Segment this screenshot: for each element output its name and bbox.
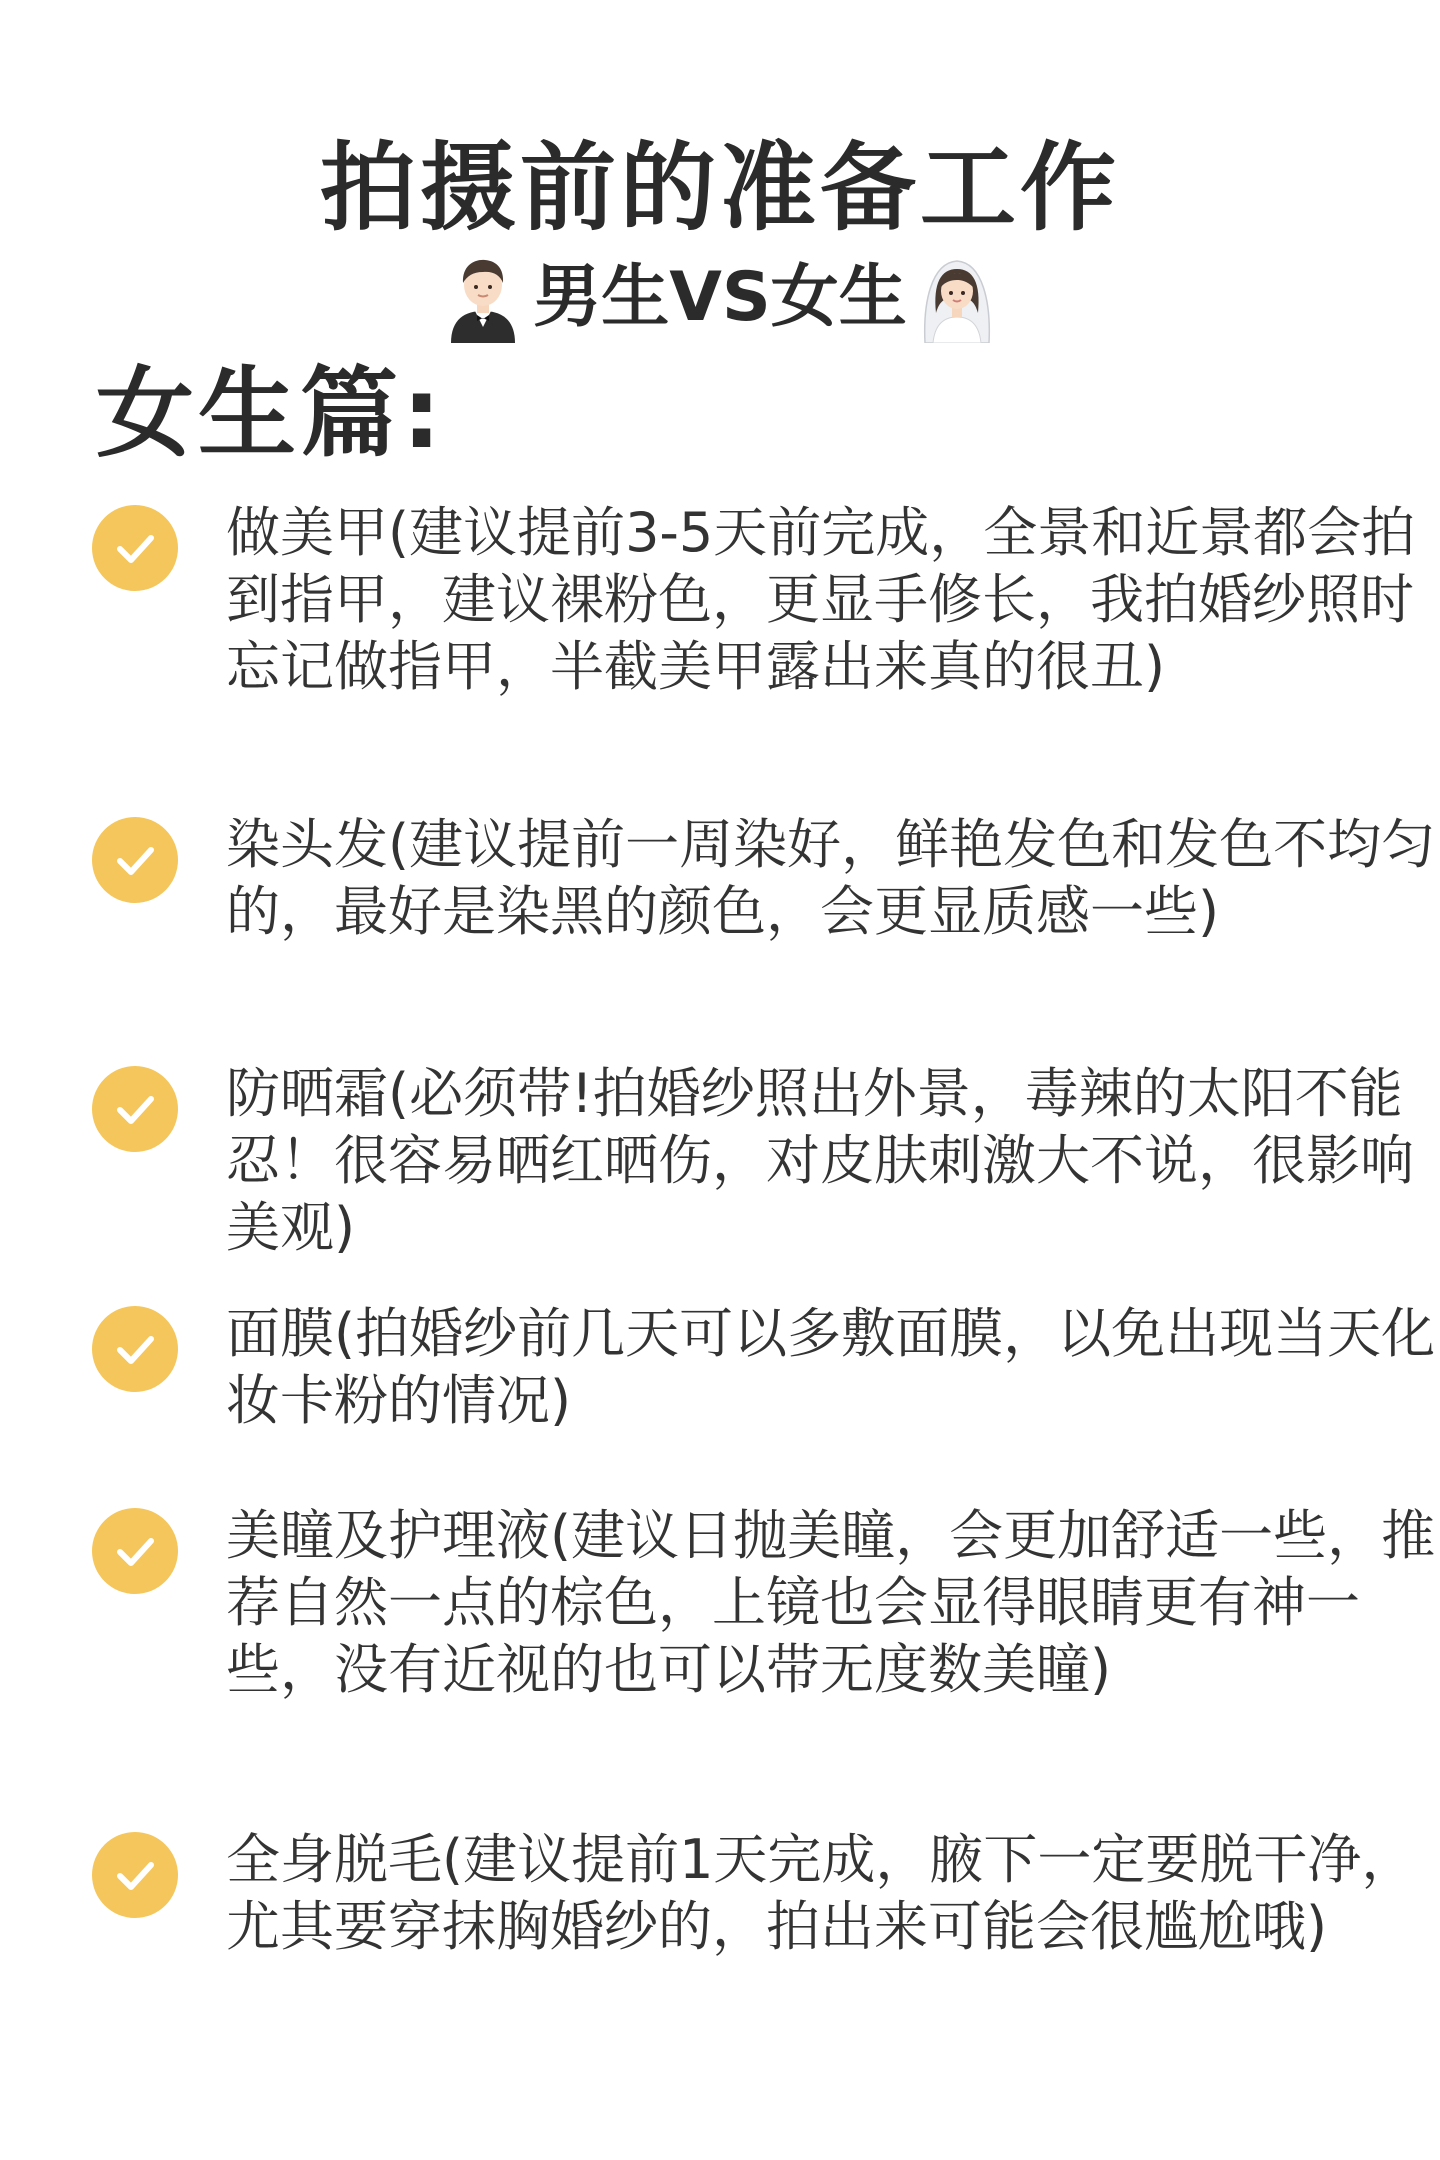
list-item-text: 做美甲(建议提前3-5天前完成，全景和近景都会拍到指甲，建议裸粉色，更显手修长，我拍婚纱照时忘记做指甲，半截美甲露出来真的很丑) (226, 501, 1416, 698)
subtitle-text: 男生VS女生 (533, 258, 907, 337)
check-icon (92, 817, 178, 903)
list-item-text: 防晒霜(必须带!拍婚纱照出外景，毒辣的太阳不能忍！很容易晒红晒伤，对皮肤刺激大不说，很影响美观) (226, 1062, 1414, 1259)
list-item-text: 面膜(拍婚纱前几天可以多敷面膜，以免出现当天化妆卡粉的情况) (226, 1302, 1436, 1432)
list-item-text: 全身脱毛(建议提前1天完成，腋下一定要脱干净，尤其要穿抹胸婚纱的，拍出来可能会很尴尬哦) (226, 1828, 1416, 1958)
section-heading: 女生篇: (96, 357, 446, 471)
groom-emoji-icon (445, 253, 521, 343)
list-item-text: 染头发(建议提前一周染好，鲜艳发色和发色不均匀的，最好是染黑的颜色，会更显质感一些) (226, 813, 1436, 943)
check-icon (92, 1306, 178, 1392)
check-icon (92, 505, 178, 591)
check-icon (92, 1066, 178, 1152)
check-icon (92, 1832, 178, 1918)
bride-emoji-icon (919, 253, 995, 343)
list-item-text: 美瞳及护理液(建议日抛美瞳，会更加舒适一些，推荐自然一点的棕色，上镜也会显得眼睛更有神一些，没有近视的也可以带无度数美瞳) (226, 1504, 1436, 1701)
page-title: 拍摄前的准备工作 (320, 132, 1120, 244)
subtitle (0, 250, 1440, 346)
check-icon (92, 1508, 178, 1594)
